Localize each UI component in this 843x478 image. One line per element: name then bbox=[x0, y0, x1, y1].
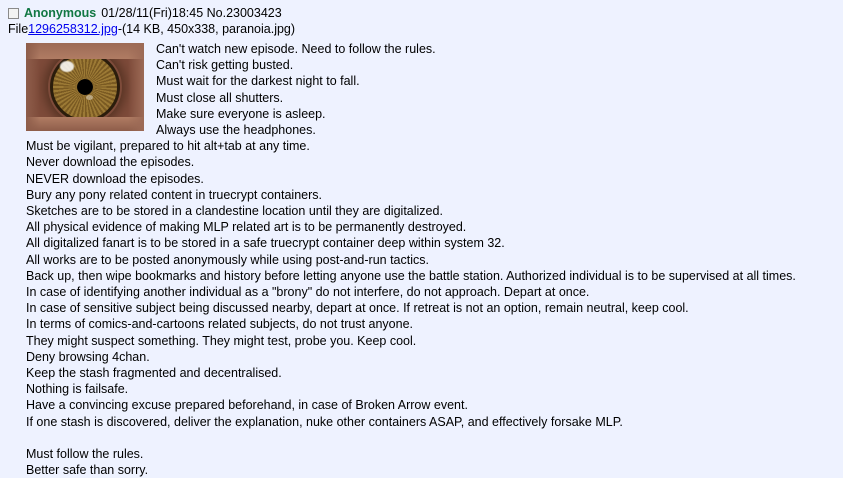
file-line bbox=[6, 22, 837, 37]
post-meta: 01/28/11(Fri)18:45 No.23003423 bbox=[101, 6, 282, 20]
comment-line: Nothing is failsafe. bbox=[26, 382, 129, 397]
comment-line: All digitalized fanart is to be stored in a safe truecrypt container deep within system 32. bbox=[26, 236, 505, 251]
body-lines-group bbox=[26, 138, 837, 478]
comment-line: Keep the stash fragmented and decentralised. bbox=[26, 366, 282, 381]
comment-line: Back up, then wipe bookmarks and history before letting anyone use the battle station. Authorized individual is to be supervised at all times. bbox=[26, 268, 796, 283]
post-header bbox=[6, 6, 837, 21]
eye-corner-left bbox=[26, 43, 40, 131]
file-label: File bbox=[8, 22, 29, 36]
comment-line: Deny browsing 4chan. bbox=[26, 349, 150, 364]
eye-image-thumbnail[interactable] bbox=[26, 43, 144, 131]
post-select-checkbox[interactable] bbox=[8, 8, 19, 19]
comment-line: Can't risk getting busted. bbox=[156, 58, 294, 73]
comment-line: Can't watch new episode. Need to follow the rules. bbox=[156, 42, 436, 56]
indented-lines-group bbox=[26, 41, 837, 138]
comment-line: Bury any pony related content in truecrypt containers. bbox=[26, 187, 322, 202]
comment-line: Must close all shutters. bbox=[156, 90, 284, 105]
comment-line: Make sure everyone is asleep. bbox=[156, 106, 326, 121]
eyelid-top bbox=[26, 43, 144, 59]
comment-line: In case of sensitive subject being discussed nearby, depart at once. If retreat is not an option, remain neutral, keep cool. bbox=[26, 301, 689, 316]
comment-line: In terms of comics-and-cartoons related subjects, do not trust anyone. bbox=[26, 317, 413, 332]
comment-line-blank bbox=[26, 430, 837, 446]
comment-line: Must be vigilant, prepared to hit alt+tab at any time. bbox=[26, 139, 310, 154]
comment-line: All physical evidence of making MLP related art is to be permanently destroyed. bbox=[26, 220, 467, 235]
file-link[interactable]: 1296258312.jpg bbox=[28, 22, 118, 36]
comment-line: Sketches are to be stored in a clandestine location until they are digitalized. bbox=[26, 204, 443, 219]
poster-name: Anonymous bbox=[24, 6, 97, 20]
post-body bbox=[6, 41, 837, 478]
comment-line: Have a convincing excuse prepared beforehand, in case of Broken Arrow event. bbox=[26, 398, 468, 413]
eye-highlight-secondary-icon bbox=[86, 95, 93, 100]
comment-line: Must follow the rules. bbox=[26, 447, 144, 462]
comment-line: Better safe than sorry. bbox=[26, 463, 149, 478]
eye-highlight-icon bbox=[60, 61, 74, 72]
comment-line: NEVER download the episodes. bbox=[26, 171, 204, 186]
thumbnail-wrapper[interactable] bbox=[26, 43, 144, 131]
comment-line: If one stash is discovered, deliver the explanation, nuke other containers ASAP, and effectively forsake MLP. bbox=[26, 414, 623, 429]
eye-corner-right bbox=[128, 43, 144, 131]
comment-line: Must wait for the darkest night to fall. bbox=[156, 74, 360, 89]
comment-line: In case of identifying another individual as a "brony" do not interfere, do not approach. Depart at once. bbox=[26, 285, 590, 300]
comment-line: Always use the headphones. bbox=[156, 123, 316, 138]
eyelid-bottom bbox=[26, 117, 144, 131]
comment-line: They might suspect something. They might test, probe you. Keep cool. bbox=[26, 333, 417, 348]
comment-line: All works are to be posted anonymously while using post-and-run tactics. bbox=[26, 252, 429, 267]
file-info: -(14 KB, 450x338, paranoia.jpg) bbox=[117, 22, 296, 36]
comment-line: Never download the episodes. bbox=[26, 155, 195, 170]
